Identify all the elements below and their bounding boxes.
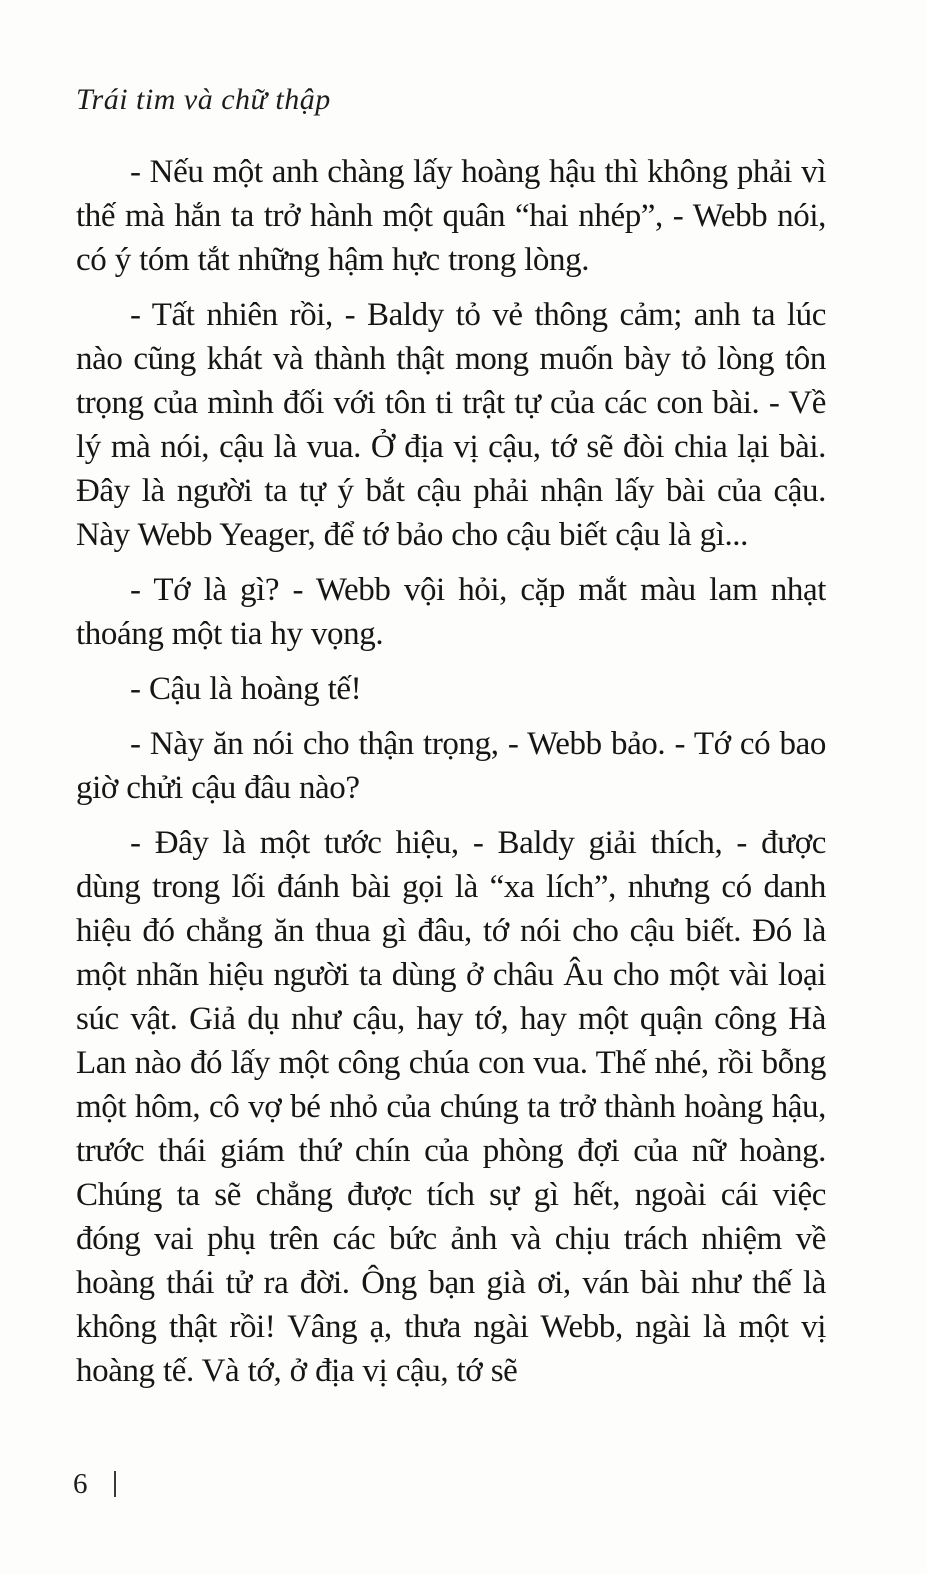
- paragraph: - Tớ là gì? - Webb vội hỏi, cặp mắt màu lam nhạt thoáng một tia hy vọng.: [76, 572, 826, 652]
- footer-divider: [114, 1471, 116, 1497]
- paragraph: - Đây là một tước hiệu, - Baldy giải thích, - được dùng trong lối đánh bài gọi là “xa lích”, nhưng có danh hiệu đó chẳng ăn thua gì đâu, tớ nói cho cậu biết. Đó là một nhãn hiệu người ta dùng ở châu Âu cho một vài loại súc vật. Giả dụ như cậu, hay tớ, hay một quận công Hà Lan nào đó lấy một công chúa con vua. Thế nhé, rồi bỗng một hôm, cô vợ bé nhỏ của chúng ta trở thành hoàng hậu, trước thái giám thứ chín của phòng đợi của nữ hoàng. Chúng ta sẽ chẳng được tích sự gì hết, ngoài cái việc đóng vai phụ trên các bức ảnh và chịu trách nhiệm về hoàng thái tử ra đời. Ông bạn già ơi, ván bài như thế là không thật rồi! Vâng ạ, thưa ngài Webb, ngài là một vị hoàng tế. Và tớ, ở địa vị cậu, tớ sẽ: [76, 825, 826, 1389]
- paragraph: - Nếu một anh chàng lấy hoàng hậu thì không phải vì thế mà hắn ta trở hành một quân “hai nhép”, - Webb nói, có ý tóm tắt những hậm hực trong lòng.: [76, 154, 826, 278]
- page-number: 6: [73, 1468, 88, 1500]
- running-header: Trái tim và chữ thập: [76, 83, 331, 116]
- paragraph: - Cậu là hoàng tế!: [130, 671, 362, 707]
- page-footer: [73, 1466, 116, 1502]
- body-text: [76, 150, 826, 1460]
- paragraph: - Này ăn nói cho thận trọng, - Webb bảo. - Tớ có bao giờ chửi cậu đâu nào?: [76, 726, 826, 806]
- paragraph: - Tất nhiên rồi, - Baldy tỏ vẻ thông cảm; anh ta lúc nào cũng khát và thành thật mong muốn bày tỏ lòng tôn trọng của mình đối với tôn ti trật tự của các con bài. - Về lý mà nói, cậu là vua. Ở địa vị cậu, tớ sẽ đòi chia lại bài. Đây là người ta tự ý bắt cậu phải nhận lấy bài của cậu. Này Webb Yeager, để tớ bảo cho cậu biết cậu là gì...: [76, 297, 826, 553]
